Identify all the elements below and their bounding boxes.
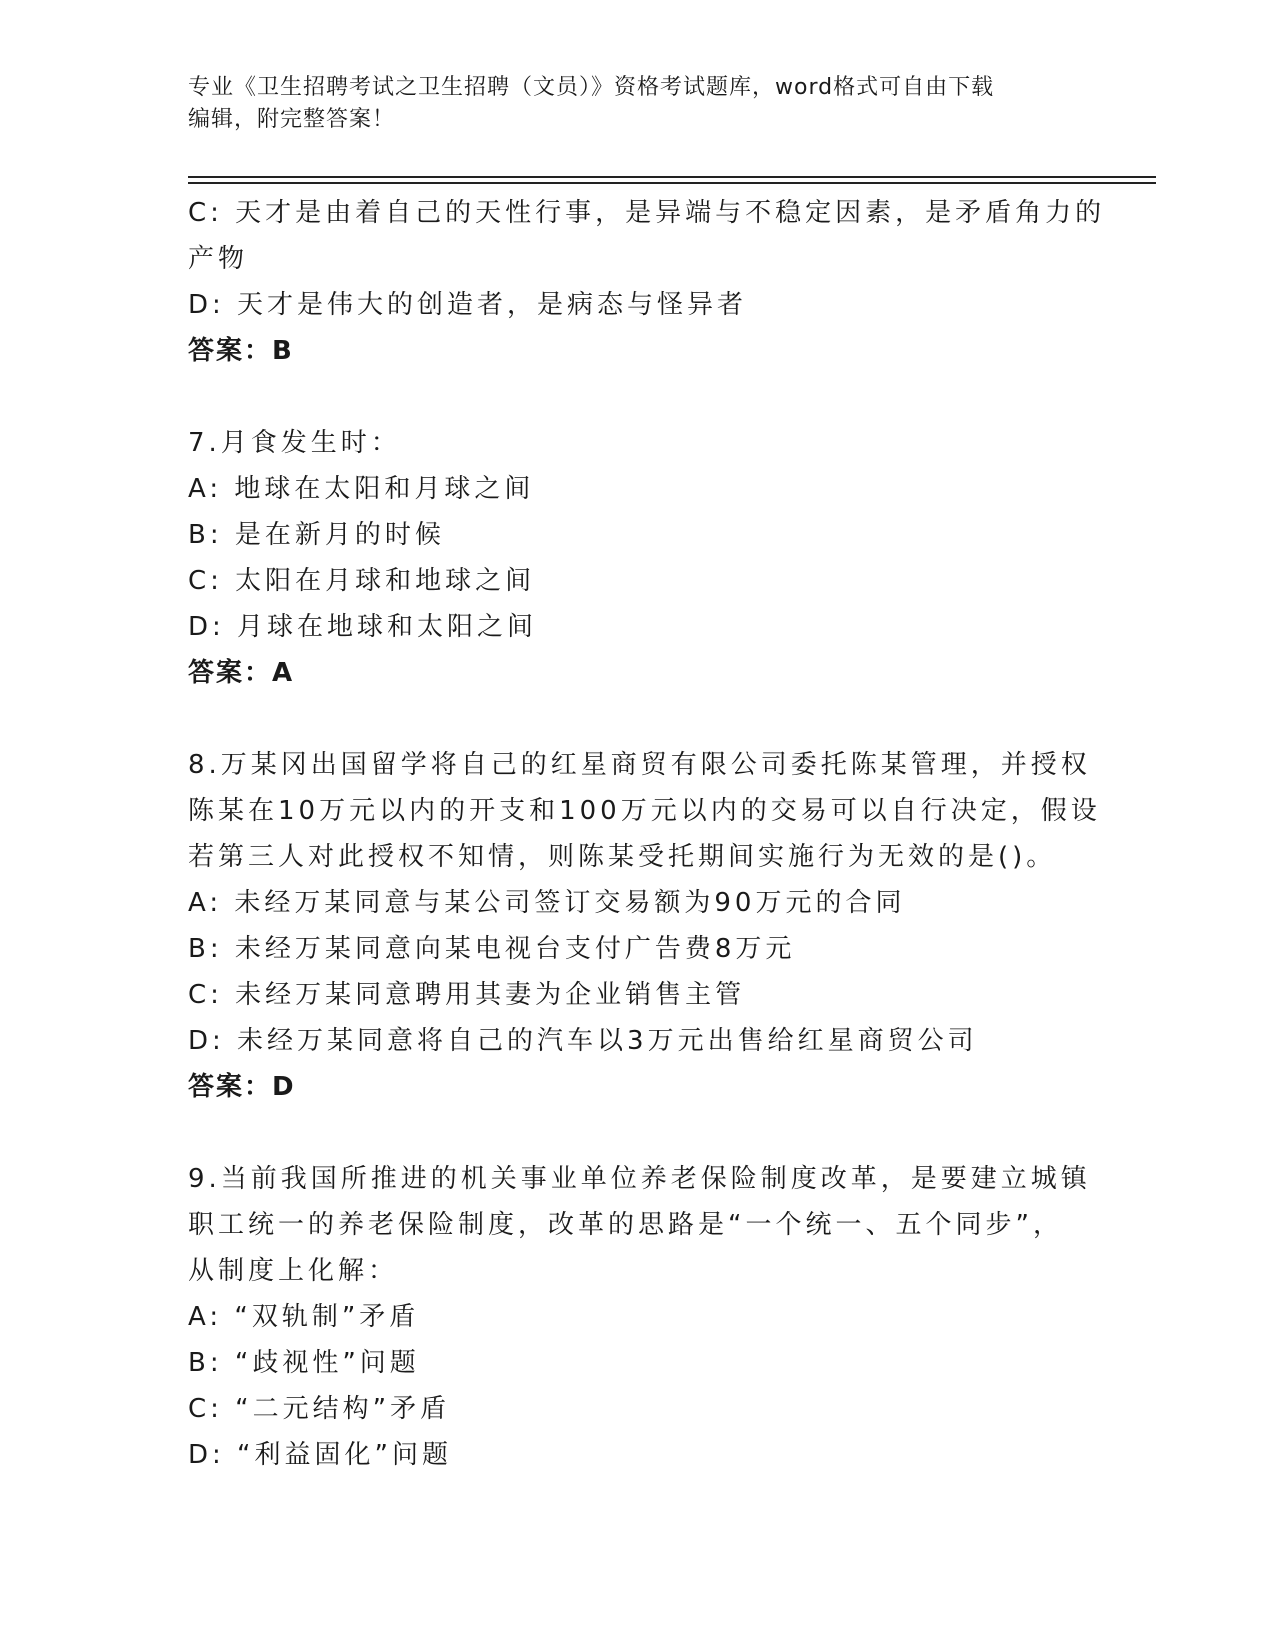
question-8 xyxy=(188,742,1101,1110)
question-stem-line-3: 从制度上化解： xyxy=(188,1256,399,1286)
option-d: D: 天才是伟大的创造者，是病态与怪异者 xyxy=(188,290,748,320)
spacer xyxy=(188,696,1088,742)
question-9 xyxy=(188,1156,1091,1478)
option-c: C: “二元结构”矛盾 xyxy=(188,1394,451,1424)
option-c-line-2: 产物 xyxy=(188,244,249,274)
option-a: A: 地球在太阳和月球之间 xyxy=(188,474,535,504)
option-c: C: 未经万某同意聘用其妻为企业销售主管 xyxy=(188,980,746,1010)
question-stem-line-2: 职工统一的养老保险制度，改革的思路是“一个统一、五个同步”， xyxy=(188,1210,1063,1240)
question-stem-line-1: 9.当前我国所推进的机关事业单位养老保险制度改革，是要建立城镇 xyxy=(188,1164,1091,1194)
answer-label: 答案：D xyxy=(188,1072,296,1102)
option-d: D: “利益固化”问题 xyxy=(188,1440,452,1470)
option-b: B: 是在新月的时候 xyxy=(188,520,445,550)
option-c: C: 太阳在月球和地球之间 xyxy=(188,566,536,596)
question-stem-line-1: 8.万某冈出国留学将自己的红星商贸有限公司委托陈某管理，并授权 xyxy=(188,750,1091,780)
question-7 xyxy=(188,420,1088,696)
option-b: B: “歧视性”问题 xyxy=(188,1348,420,1378)
question-stem: 7.月食发生时： xyxy=(188,428,401,458)
spacer xyxy=(188,374,1088,420)
option-b: B: 未经万某同意向某电视台支付广告费8万元 xyxy=(188,934,796,964)
header-rule-top xyxy=(188,176,1156,178)
question-stem-line-3: 若第三人对此授权不知情，则陈某受托期间实施行为无效的是()。 xyxy=(188,842,1057,872)
answer-label: 答案：B xyxy=(188,336,294,366)
spacer xyxy=(188,1110,1088,1156)
option-a: A: “双轨制”矛盾 xyxy=(188,1302,420,1332)
option-d: D: 月球在地球和太阳之间 xyxy=(188,612,538,642)
option-a: A: 未经万某同意与某公司签订交易额为90万元的合同 xyxy=(188,888,906,918)
option-d: D: 未经万某同意将自己的汽车以3万元出售给红星商贸公司 xyxy=(188,1026,978,1056)
question-stem-line-2: 陈某在10万元以内的开支和100万元以内的交易可以自行决定，假设 xyxy=(188,796,1101,826)
option-c-line-1: C: 天才是由着自己的天性行事，是异端与不稳定因素，是矛盾角力的 xyxy=(188,198,1106,228)
header-line-2: 编辑，附完整答案！ xyxy=(188,107,396,132)
document-header xyxy=(188,72,1068,136)
question-6-tail xyxy=(188,190,1106,374)
header-rule-bottom xyxy=(188,182,1156,184)
answer-label: 答案：A xyxy=(188,658,295,688)
header-line-1: 专业《卫生招聘考试之卫生招聘（文员）》资格考试题库，word格式可自由下载 xyxy=(188,75,995,100)
document-body xyxy=(188,190,1106,1478)
